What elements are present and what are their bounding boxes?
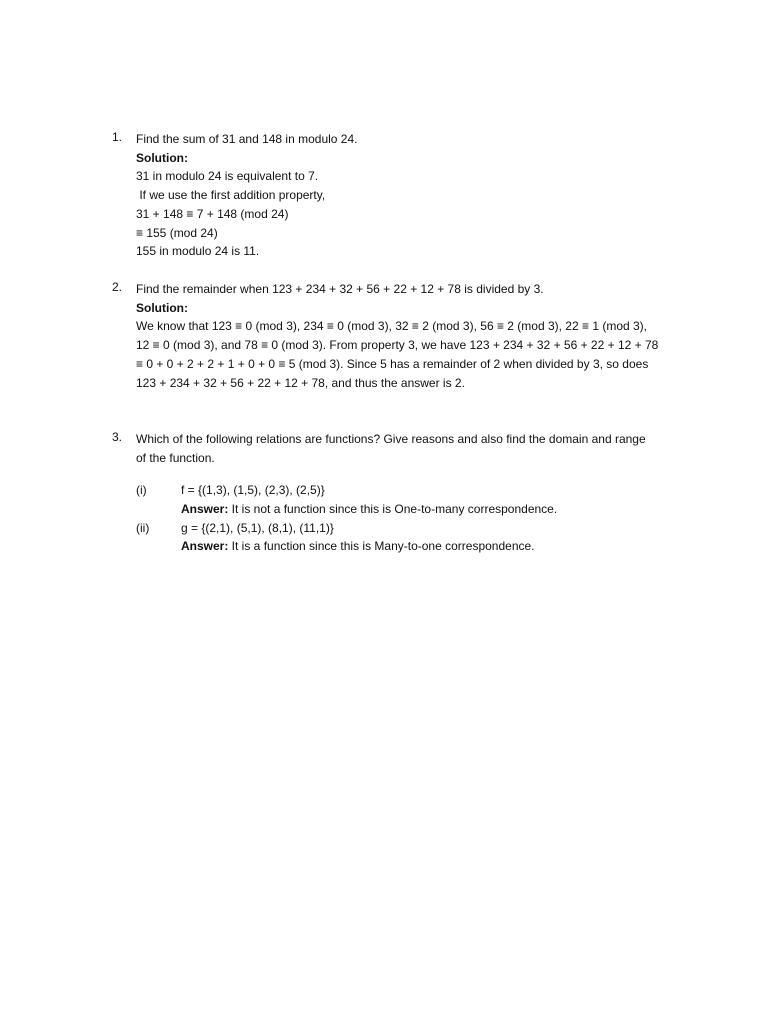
solution-line: 123 + 234 + 32 + 56 + 22 + 12 + 78, and thus the answer is 2. [136, 375, 465, 390]
solution-line: 12 ≡ 0 (mod 3), and 78 ≡ 0 (mod 3). From property 3, we have 123 + 234 + 32 + 56 + 22 + 12 + 78 [136, 338, 659, 353]
solution-line: We know that 123 ≡ 0 (mod 3), 234 ≡ 0 (mod 3), 32 ≡ 2 (mod 3), 56 ≡ 2 (mod 3), 22 ≡ 1 (mod 3), [136, 319, 648, 334]
solution-label: Solution: [136, 150, 188, 165]
question-3 [112, 430, 682, 556]
question-number: 1. [112, 130, 123, 144]
question-body [136, 130, 682, 261]
answer-row [136, 537, 682, 556]
solution-line: 31 + 148 ≡ 7 + 148 (mod 24) [136, 206, 289, 221]
answer-label: Answer: [181, 539, 229, 554]
sub-question-numeral: (i) [136, 483, 147, 498]
answer-content: It is a function since this is Many-to-one correspondence. [228, 539, 535, 554]
answer-label: Answer: [181, 502, 229, 517]
sub-question-ii [136, 519, 682, 538]
question-prompt: Find the sum of 31 and 148 in modulo 24. [136, 132, 358, 146]
answer-text [181, 537, 535, 556]
answer-row [136, 500, 682, 519]
answer-content: It is not a function since this is One-to-many correspondence. [228, 502, 558, 517]
solution-label: Solution: [136, 300, 188, 315]
sub-question-i [136, 481, 682, 500]
question-number: 3. [112, 430, 123, 444]
solution-line: If we use the first addition property, [136, 188, 326, 203]
question-prompt: Find the remainder when 123 + 234 + 32 + 56 + 22 + 12 + 78 is divided by 3. [136, 282, 544, 296]
solution-line: ≡ 0 + 0 + 2 + 2 + 1 + 0 + 0 ≡ 5 (mod 3). Since 5 has a remainder of 2 when divided by 3, so does [136, 356, 649, 371]
question-1 [112, 130, 682, 261]
question-body [136, 430, 682, 556]
solution-line: 155 in modulo 24 is 11. [136, 244, 260, 259]
question-number: 2. [112, 280, 123, 294]
question-body [136, 280, 682, 392]
solution-line: 31 in modulo 24 is equivalent to 7. [136, 169, 319, 184]
relation-text: g = {(2,1), (5,1), (8,1), (11,1)} [181, 520, 334, 535]
question-prompt: Which of the following relations are functions? Give reasons and also find the domain and range [136, 432, 646, 446]
sub-question-numeral: (ii) [136, 520, 150, 535]
sub-question-list [136, 481, 682, 556]
answer-text [181, 500, 557, 519]
relation-text: f = {(1,3), (1,5), (2,3), (2,5)} [181, 483, 325, 498]
question-prompt: of the function. [136, 450, 215, 465]
solution-line: ≡ 155 (mod 24) [136, 225, 218, 240]
question-2 [112, 280, 682, 392]
